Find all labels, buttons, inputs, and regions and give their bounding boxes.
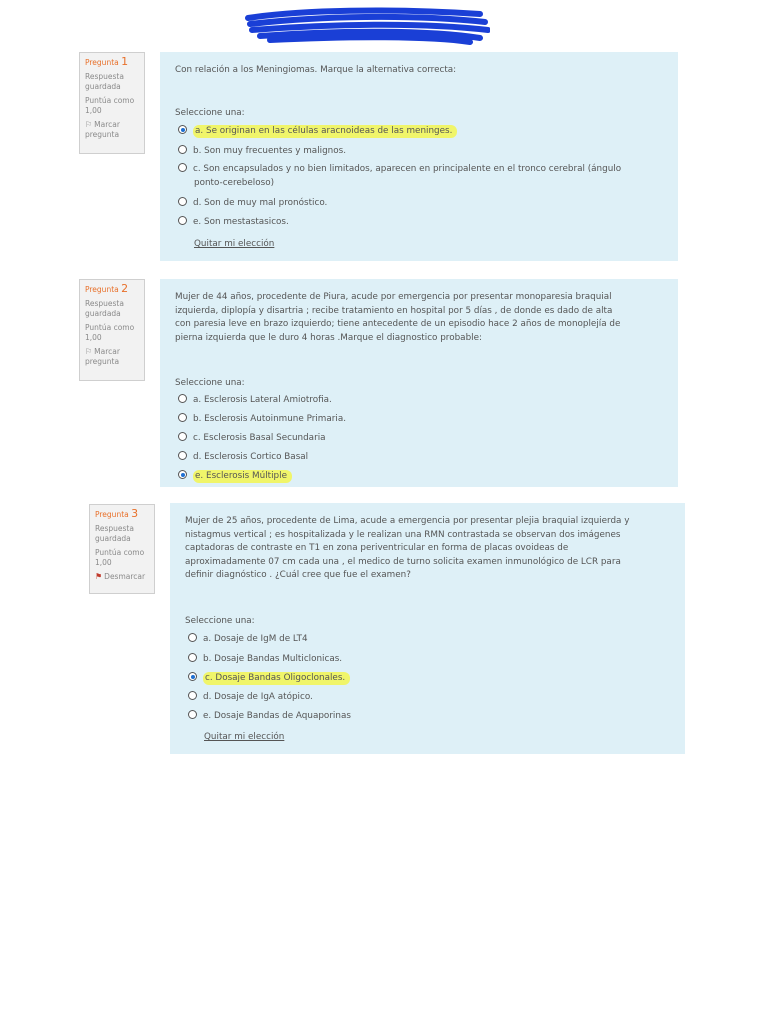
unflag-question-button[interactable] <box>95 572 154 582</box>
option-e[interactable] <box>178 470 292 481</box>
flag-icon: ⚐ <box>85 120 93 129</box>
flag-icon: ⚐ <box>85 347 93 356</box>
flag-question-button[interactable] <box>85 120 144 140</box>
option-label: b. Dosaje Bandas Multiclonicas. <box>203 654 343 664</box>
question-score: Puntúa como 1,00 <box>85 96 135 115</box>
question-status: Respuesta guardada <box>85 72 124 91</box>
red-flag-icon: ⚑ <box>95 572 103 581</box>
radio-icon[interactable] <box>178 145 187 154</box>
flag-label: Desmarcar <box>104 572 146 581</box>
question-2-content <box>160 279 678 487</box>
select-prompt: Seleccione una: <box>175 378 245 388</box>
clear-choice-link[interactable]: Quitar mi elección <box>194 239 275 249</box>
question-2-info <box>79 279 145 381</box>
question-1-info <box>79 52 145 154</box>
radio-icon[interactable] <box>188 653 197 662</box>
radio-icon[interactable] <box>178 432 187 441</box>
option-label: a. Se originan en las células aracnoideas de las meninges. <box>193 125 457 138</box>
question-text: Con relación a los Meningiomas. Marque la alternativa correcta: <box>175 65 457 75</box>
select-prompt: Seleccione una: <box>185 616 255 626</box>
question-1-content <box>160 52 678 261</box>
question-text-line: captadoras de contraste en T1 en zona periventricular en forma de placas ovoideas de <box>185 543 569 554</box>
question-text <box>185 515 629 583</box>
radio-icon[interactable] <box>178 413 187 422</box>
radio-icon[interactable] <box>178 394 187 403</box>
option-label-continued: ponto-cerebeloso) <box>194 177 275 188</box>
option-label: c. Dosaje Bandas Oligoclonales. <box>203 672 350 685</box>
radio-icon[interactable] <box>188 672 197 681</box>
clear-choice-link[interactable]: Quitar mi elección <box>204 732 285 742</box>
option-label: e. Son mestastasicos. <box>193 217 289 227</box>
option-d[interactable] <box>188 691 313 702</box>
radio-icon[interactable] <box>178 216 187 225</box>
question-label: Pregunta <box>85 58 119 67</box>
question-3-content <box>170 503 685 754</box>
flag-label: Marcar pregunta <box>85 347 120 366</box>
flag-label: Marcar pregunta <box>85 120 120 139</box>
question-status: Respuesta guardada <box>85 299 124 318</box>
question-score: Puntúa como 1,00 <box>95 548 145 567</box>
question-text-line: nistagmus vertical ; es hospitalizada y le realizan una RMN contrastada se observan dos imágenes <box>185 529 621 540</box>
option-b[interactable] <box>178 145 346 156</box>
radio-icon[interactable] <box>178 197 187 206</box>
flag-question-button[interactable] <box>85 347 144 367</box>
option-label: a. Esclerosis Lateral Amiotrofia. <box>193 395 332 405</box>
option-a[interactable] <box>178 394 332 405</box>
option-label: c. Son encapsulados y no bien limitados, aparecen en principalente en el tronco cerebral (ángulo <box>193 164 622 174</box>
question-text-line: aproximadamente 07 cm cada una , el medico de turno solicita examen inmunológico de LCR para <box>185 556 621 567</box>
question-number: 1 <box>121 55 129 68</box>
option-b[interactable] <box>188 653 342 664</box>
question-number: 2 <box>121 282 129 295</box>
question-status: Respuesta guardada <box>95 524 134 543</box>
option-label: e. Dosaje Bandas de Aquaporinas <box>203 711 351 721</box>
radio-icon[interactable] <box>188 691 197 700</box>
question-text <box>175 291 620 345</box>
question-text-line: izquierda, diplopía y disartria ; recibe tratamiento en hospital por 5 días , de donde es dado de alta <box>175 305 613 316</box>
question-text-line: con paresia leve en brazo izquierdo; tiene antecedente de un episodio hace 2 años de monoplejía de <box>175 319 621 330</box>
question-text-line: pierna izquierda que le duro 4 horas .Marque el diagnostico probable: <box>175 332 482 343</box>
option-a[interactable] <box>188 633 308 644</box>
radio-icon[interactable] <box>178 163 187 172</box>
question-label: Pregunta <box>95 510 129 519</box>
radio-icon[interactable] <box>178 125 187 134</box>
option-c[interactable] <box>178 163 668 190</box>
option-label: b. Son muy frecuentes y malignos. <box>193 146 347 156</box>
option-d[interactable] <box>178 197 327 208</box>
question-3-info <box>89 504 155 594</box>
radio-icon[interactable] <box>178 451 187 460</box>
option-label: d. Esclerosis Cortico Basal <box>193 452 309 462</box>
radio-icon[interactable] <box>188 633 197 642</box>
option-label: c. Esclerosis Basal Secundaria <box>193 433 326 443</box>
option-label: d. Son de muy mal pronóstico. <box>193 198 328 208</box>
option-label: e. Esclerosis Múltiple <box>193 470 292 483</box>
option-c[interactable] <box>178 432 326 443</box>
option-c[interactable] <box>188 672 350 683</box>
option-label: d. Dosaje de IgA atópico. <box>203 692 313 702</box>
question-label: Pregunta <box>85 285 119 294</box>
option-label: b. Esclerosis Autoinmune Primaria. <box>193 414 347 424</box>
select-prompt: Seleccione una: <box>175 108 245 118</box>
option-e[interactable] <box>188 710 351 721</box>
radio-icon[interactable] <box>188 710 197 719</box>
option-e[interactable] <box>178 216 289 227</box>
redaction-scribble <box>240 6 490 46</box>
option-b[interactable] <box>178 413 346 424</box>
question-text-line: Mujer de 25 años, procedente de Lima, acude a emergencia por presentar plejia braquial izquierda y <box>185 516 630 526</box>
question-score: Puntúa como 1,00 <box>85 323 135 342</box>
option-d[interactable] <box>178 451 308 462</box>
option-a[interactable] <box>178 125 457 136</box>
question-number: 3 <box>131 507 139 520</box>
question-text-line: definir diagnóstico . ¿Cuál cree que fue el examen? <box>185 570 411 581</box>
question-text-line: Mujer de 44 años, procedente de Piura, acude por emergencia por presentar monoparesia braquial <box>175 292 612 302</box>
radio-icon[interactable] <box>178 470 187 479</box>
option-label: a. Dosaje de IgM de LT4 <box>203 634 308 644</box>
